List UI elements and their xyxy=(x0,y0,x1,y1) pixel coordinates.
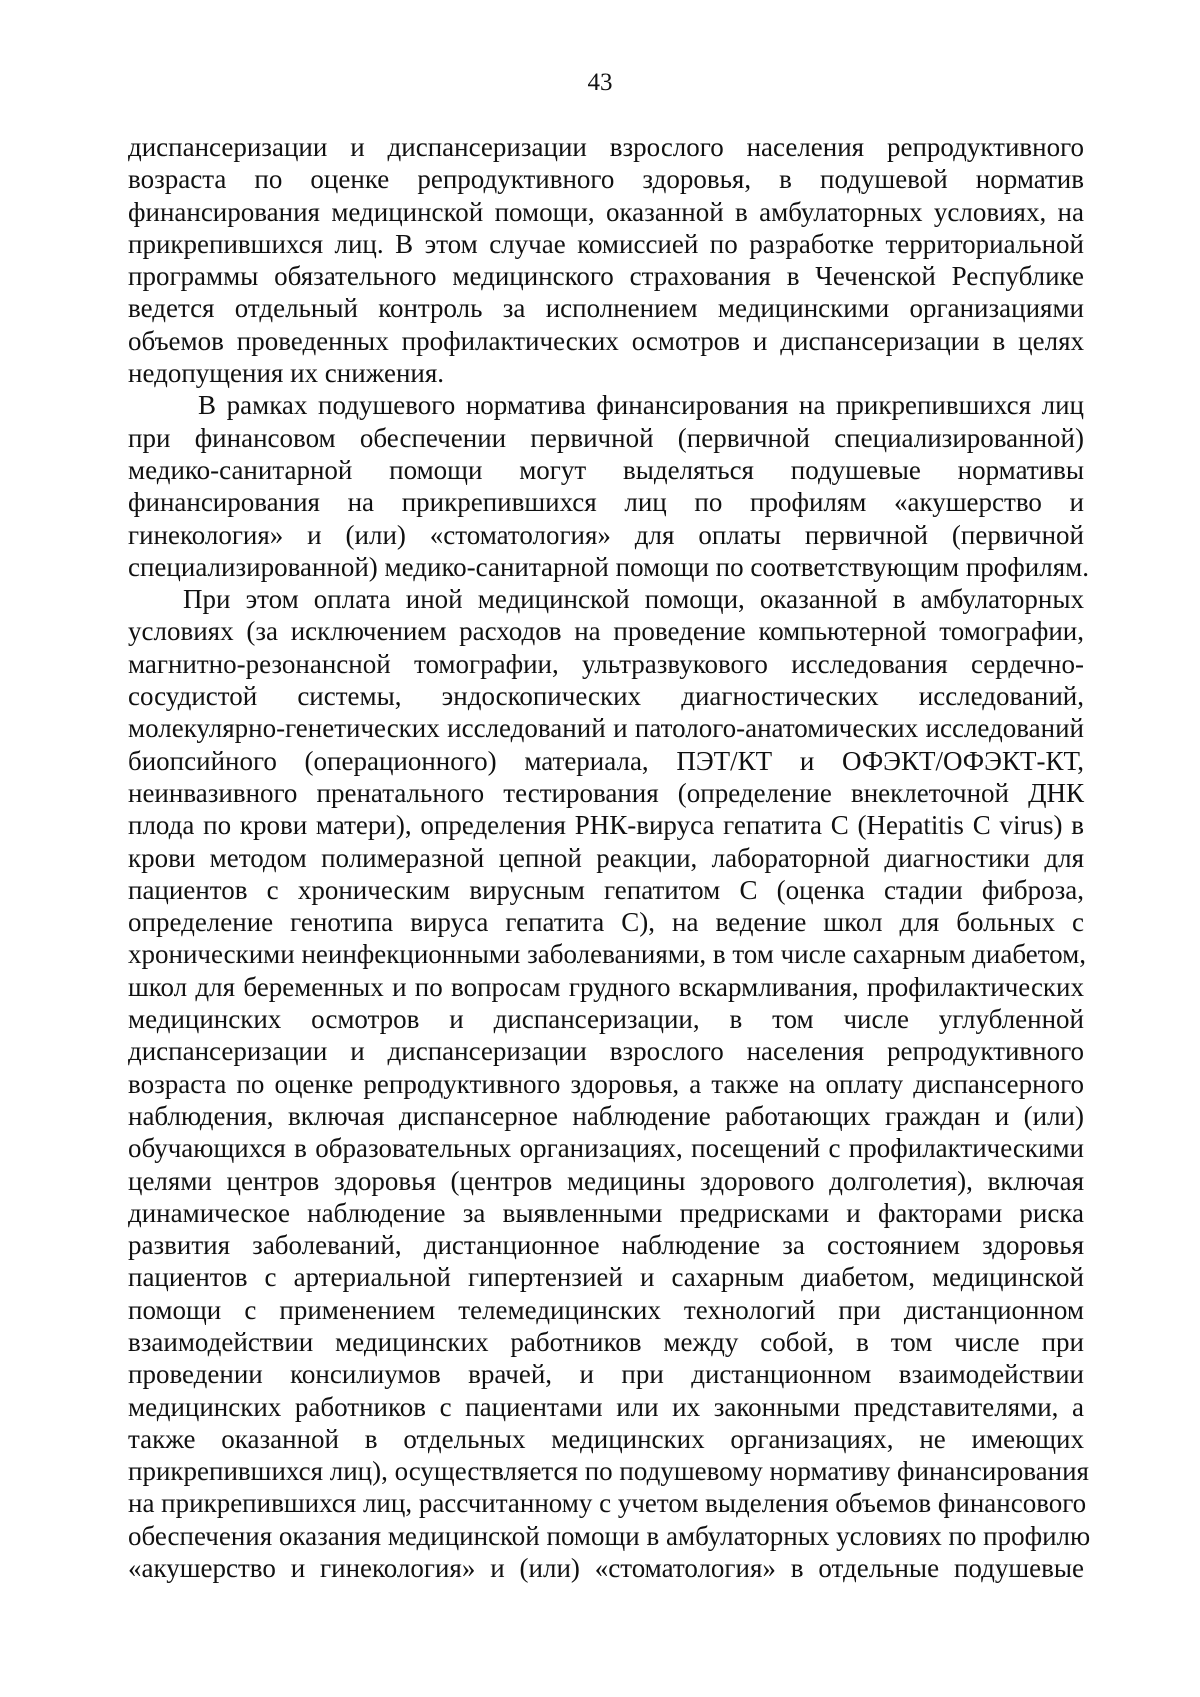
text-line: биопсийного (операционного) материала, ПЭТ/КТ и ОФЭКТ/ОФЭКТ-КТ, xyxy=(128,745,1084,776)
text-line: объемов проведенных профилактических осмотров и диспансеризации в целях xyxy=(128,325,1084,356)
paragraph-1 xyxy=(128,131,1084,389)
text-line: крови методом полимеразной цепной реакции, лабораторной диагностики для xyxy=(128,842,1084,873)
text-line: магнитно-резонансной томографии, ультразвукового исследования сердечно- xyxy=(128,648,1084,679)
text-line: финансирования медицинской помощи, оказанной в амбулаторных условиях, на xyxy=(128,196,1084,227)
paragraph-2 xyxy=(128,389,1089,583)
text-line: При этом оплата иной медицинской помощи, оказанной в амбулаторных xyxy=(183,584,1084,615)
text-line: прикрепившихся лиц. В этом случае комиссией по разработке территориальной xyxy=(128,228,1084,259)
text-line: плода по крови матери), определения РНК-вируса гепатита С (Hepatitis С virus) в xyxy=(128,810,1084,841)
text-line: проведении консилиумов врачей, и при дистанционном взаимодействии xyxy=(128,1359,1084,1390)
text-line: школ для беременных и по вопросам грудного вскармливания, профилактических xyxy=(128,971,1084,1002)
text-line: также оказанной в отдельных медицинских организациях, не имеющих xyxy=(128,1423,1084,1454)
text-line: ведется отдельный контроль за исполнением медицинскими организациями xyxy=(128,293,1084,324)
text-line: обеспечения оказания медицинской помощи в амбулаторных условиях по профилю xyxy=(128,1520,1091,1551)
text-line: «акушерство и гинекология» и (или) «стоматология» в отдельные подушевые xyxy=(128,1553,1084,1584)
text-line: условиях (за исключением расходов на проведение компьютерной томографии, xyxy=(128,616,1084,647)
text-line: пациентов с хроническим вирусным гепатитом С (оценка стадии фиброза, xyxy=(128,874,1084,905)
text-line: возраста по оценке репродуктивного здоровья, а также на оплату диспансерного xyxy=(128,1068,1084,1099)
text-line: определение генотипа вируса гепатита С), на ведение школ для больных с xyxy=(128,907,1084,938)
text-line: гинекология» и (или) «стоматология» для оплаты первичной (первичной xyxy=(128,519,1084,550)
text-line: взаимодействии медицинских работников между собой, в том числе при xyxy=(128,1326,1084,1357)
text-line: наблюдения, включая диспансерное наблюдение работающих граждан и (или) xyxy=(128,1100,1084,1131)
text-line: при финансовом обеспечении первичной (первичной специализированной) xyxy=(128,422,1084,453)
page-number: 43 xyxy=(587,69,613,96)
text-line: хроническими неинфекционными заболеваниями, в том числе сахарным диабетом, xyxy=(128,939,1086,970)
text-line: динамическое наблюдение за выявленными предрисками и факторами риска xyxy=(128,1197,1084,1228)
text-line: диспансеризации и диспансеризации взрослого населения репродуктивного xyxy=(128,1036,1084,1067)
text-line: финансирования на прикрепившихся лиц по профилям «акушерство и xyxy=(128,487,1084,518)
text-line: недопущения их снижения. xyxy=(128,358,445,389)
document-body xyxy=(128,131,1091,1584)
text-line: В рамках подушевого норматива финансирования на прикрепившихся лиц xyxy=(198,390,1084,421)
text-line: медицинских осмотров и диспансеризации, в том числе углубленной xyxy=(128,1004,1084,1035)
text-line: сосудистой системы, эндоскопических диагностических исследований, xyxy=(128,681,1084,712)
text-line: молекулярно-генетических исследований и патолого-анатомических исследований xyxy=(128,713,1084,744)
text-line: помощи с применением телемедицинских технологий при дистанционном xyxy=(128,1294,1084,1325)
text-line: неинвазивного пренатального тестирования (определение внеклеточной ДНК xyxy=(128,777,1084,808)
text-line: целями центров здоровья (центров медицины здорового долголетия), включая xyxy=(128,1165,1084,1196)
text-line: возраста по оценке репродуктивного здоровья, в подушевой норматив xyxy=(128,164,1084,195)
text-line: пациентов с артериальной гипертензией и сахарным диабетом, медицинской xyxy=(128,1262,1084,1293)
text-line: развития заболеваний, дистанционное наблюдение за состоянием здоровья xyxy=(128,1230,1084,1261)
text-line: программы обязательного медицинского страхования в Чеченской Республике xyxy=(128,261,1084,292)
text-line: обучающихся в образовательных организациях, посещений с профилактическими xyxy=(128,1133,1084,1164)
text-line: диспансеризации и диспансеризации взрослого населения репродуктивного xyxy=(128,132,1084,162)
text-line: на прикрепившихся лиц, рассчитанному с учетом выделения объемов финансового xyxy=(128,1488,1087,1519)
text-line: медицинских работников с пациентами или их законными представителями, а xyxy=(128,1391,1084,1422)
paragraph-3 xyxy=(128,583,1091,1584)
text-line: специализированной) медико-санитарной помощи по соответствующим профилям. xyxy=(128,551,1089,582)
text-line: медико-санитарной помощи могут выделяться подушевые нормативы xyxy=(128,454,1084,485)
text-line: прикрепившихся лиц), осуществляется по подушевому нормативу финансирования xyxy=(128,1456,1089,1487)
